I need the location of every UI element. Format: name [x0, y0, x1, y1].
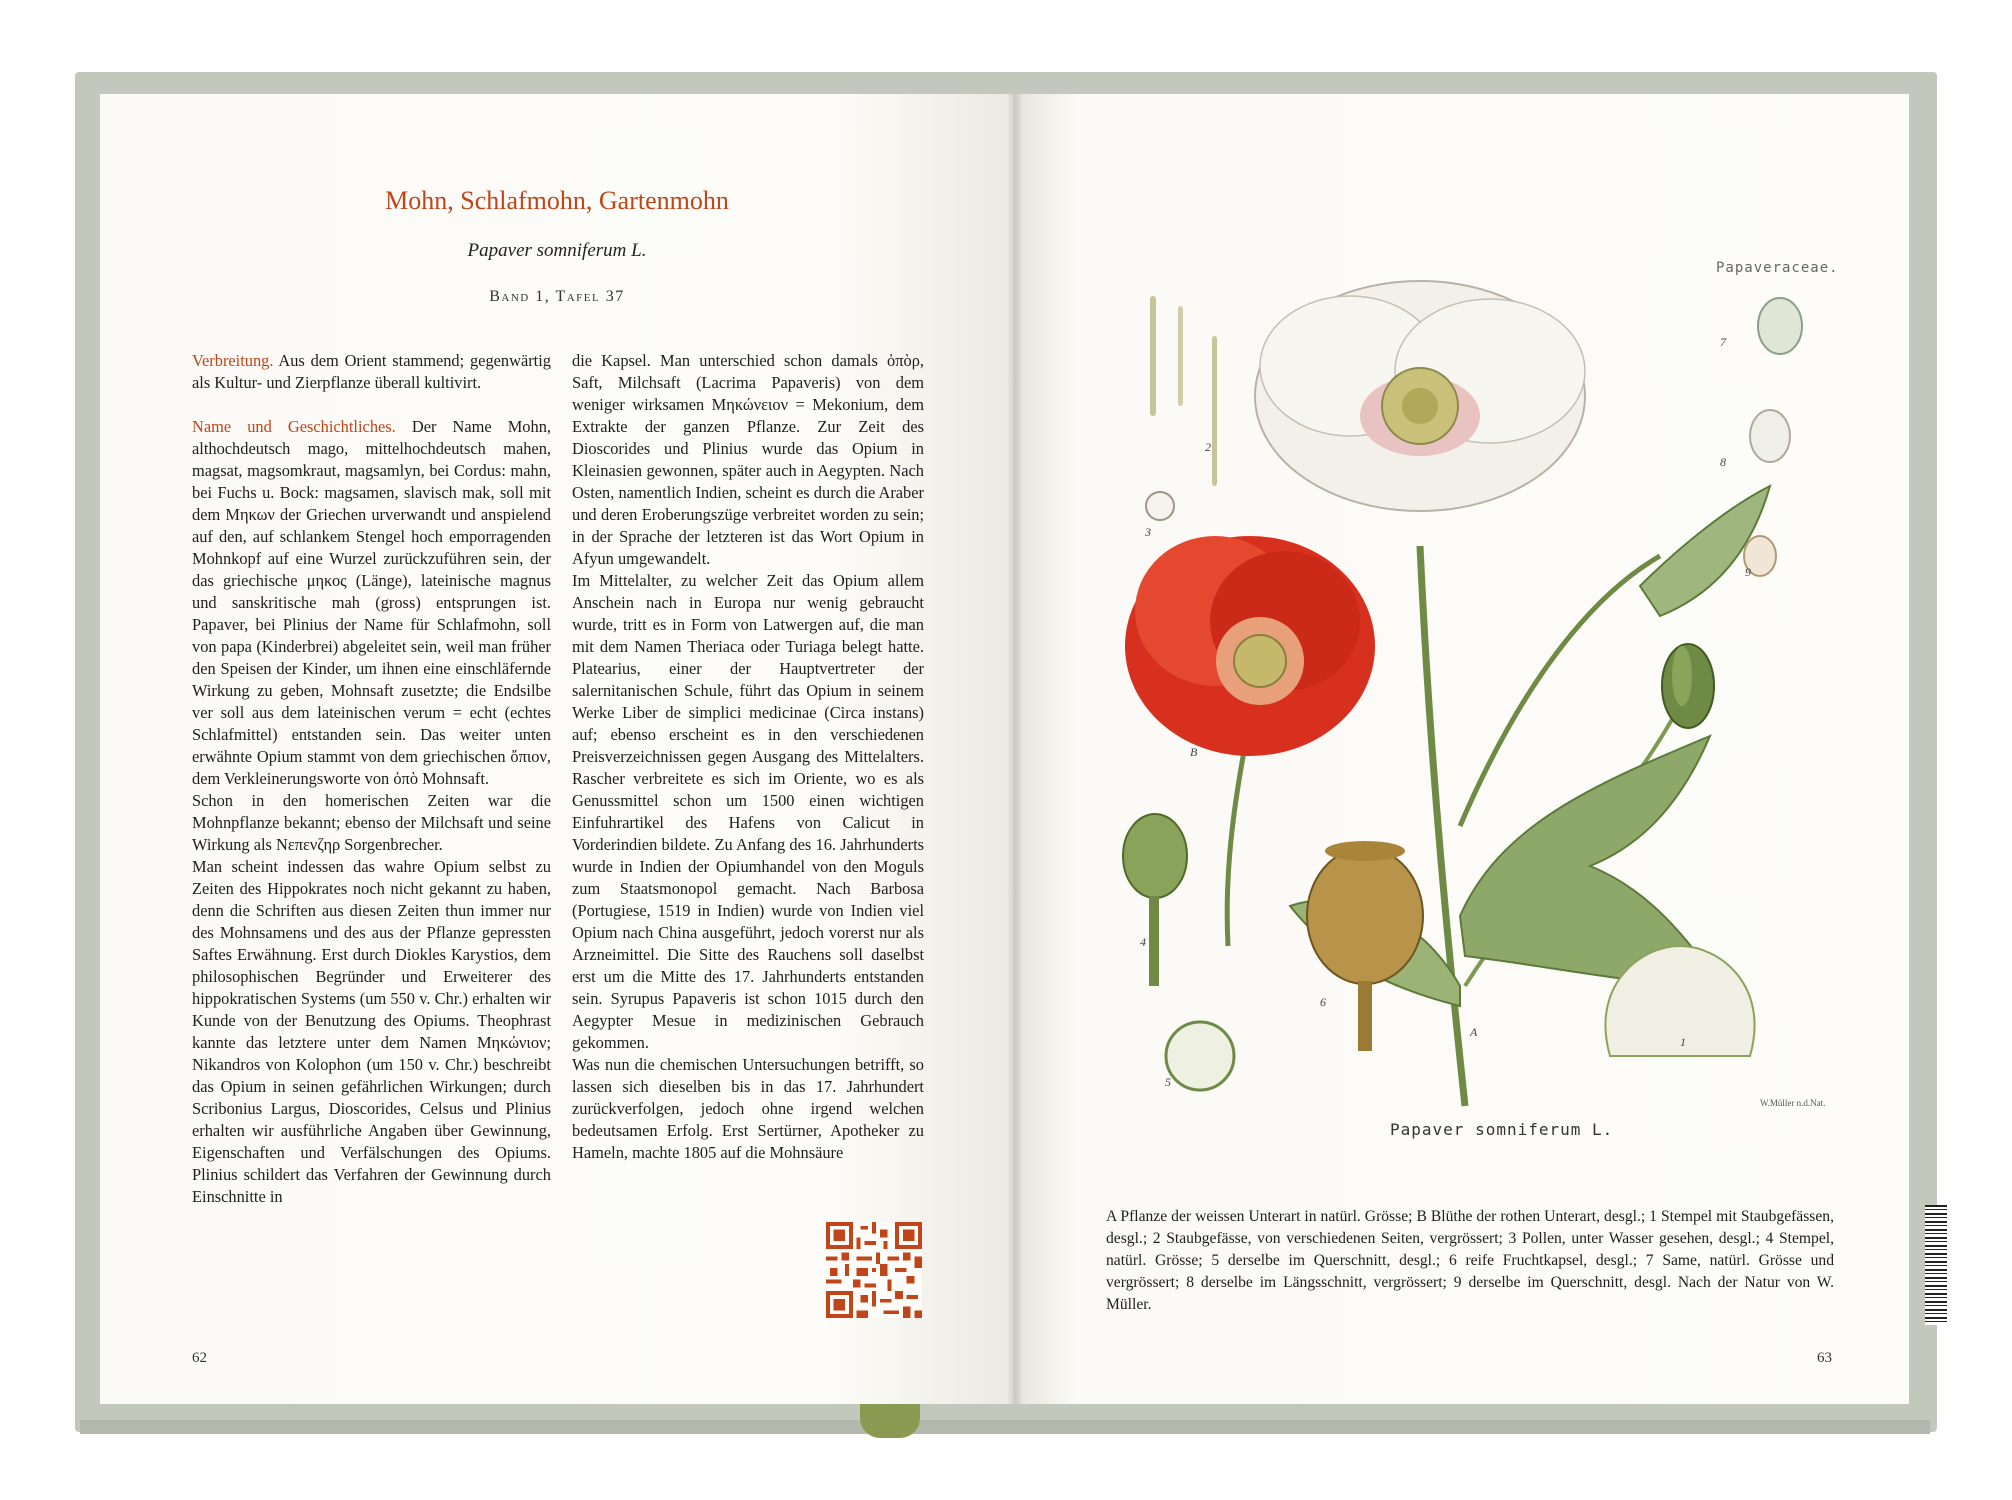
plant-family-label: Papaveraceae. [1716, 260, 1839, 276]
cover-edge [80, 1420, 1930, 1434]
poppy-bud [1662, 644, 1714, 728]
botanical-illustration [1120, 266, 1840, 1126]
paragraph [192, 350, 551, 394]
red-poppy-flower [1125, 536, 1375, 756]
stem-red-flower [1227, 746, 1245, 946]
paragraph-text: Im Mittelalter, zu welcher Zeit das Opium allem Anschein nach in Europa nur wenig gebraucht wurde, tritt es in Form von Latwergen auf, die man mit dem Namen Theriaca oder Turiaga belegt hatte. Platearius, einer der Hauptvertreter der salernitanischen Schule, führt das Opium in seinem Werke Liber de simplici medicinae (Circa instans) auf; ebenso erscheint es in den verschiedenen Preisverzeichnissen gegen Ausgang des Mittelalters. Rascher verbreitete es sich im Oriente, wo es als Genussmittel schon um 1500 einen wichtigen Einfuhrartikel des Hafens von Calicut in Vorderindien bildete. Zu Anfang des 16. Jahrhunderts wurde in Indien der Opiumhandel von den Moguls zum Staatsmonopol gemacht. Nach Barbosa (Portugiese, 1519 in Indien) wurde von Indien viel Opium nach China ausgeführt, jedoch vorerst nur als Arzneimittel. Die Sitte des Rauchens soll daselbst erst um die Mitte des 17. Jahrhunderts entstanden sein. Syrupus Papaveris ist schon 1015 durch den Aegypter Mesue in medizinischen Gebrauch gekommen. [572, 571, 924, 1052]
green-capsule [1123, 814, 1187, 986]
paragraph-text: Was nun die chemischen Untersuchungen betrifft, so lassen sich dieselben bis in das 17. Jahrhundert zurückverfolgen, jedoch ohne irgend welchen bedeutsamen Erfolg. Erst Sertürner, Apotheker zu Hameln, machte 1805 auf die Mohnsäure [572, 1055, 924, 1162]
section-heading: Name und Geschichtliches. [192, 417, 396, 436]
stamen [1212, 336, 1217, 486]
plate-label: 4 [1140, 935, 1146, 949]
capsule-cross-section [1166, 1022, 1234, 1090]
qr-code-icon[interactable] [826, 1222, 922, 1318]
paragraph-text: Man scheint indessen das wahre Opium selbst zu Zeiten des Hippokrates noch nicht gekannt zu haben, denn die Schriften aus diesen Zeiten thun immer nur des Mohnsamens und des aus der Pflanze gepressten Saftes Erwähnung. Erst durch Diokles Karystios, dem philosophischen Begründer und Erweiterer des hippokratischen Systems (um 550 v. Chr.) erhalten wir Kunde von der Benutzung des Opiums. Theophrast kannte das letztere unter dem Namen Μηκώνιον; Nikandros von Kolophon (um 150 v. Chr.) beschreibt das Opium in seinen gefährlichen Wirkungen; durch Scribonius Largus, Dioscorides, Celsus und Plinius erhalten wir ausführliche Angaben über Gewinnung, Eigenschaften und Verfälschungen des Opiums. Plinius schildert das Verfahren der Gewinnung durch Einschnitte in [192, 857, 551, 1206]
stem-main [1420, 546, 1465, 1106]
plate-caption: Papaver somniferum L. [1390, 1120, 1614, 1139]
paragraph [572, 1054, 924, 1164]
cover-stem-decoration [860, 1404, 920, 1438]
page-title: Mohn, Schlafmohn, Gartenmohn [385, 186, 729, 215]
seed [1758, 298, 1802, 354]
plate-label: 5 [1165, 1075, 1171, 1089]
band-reference: Band 1, Tafel 37 [489, 288, 625, 305]
stamen [1150, 296, 1156, 416]
plate-label: 7 [1720, 335, 1726, 349]
plate-label: 2 [1205, 440, 1211, 454]
plate-label: 6 [1320, 995, 1326, 1009]
page-number-right: 63 [1817, 1350, 1832, 1366]
paragraph-text: Schon in den homerischen Zeiten war die Mohnpflanze bekannt; ebenso der Milchsaft und seine Wirkung als Νεπενζηρ Sorgenbrecher. [192, 791, 551, 854]
stamen [1178, 306, 1183, 406]
paragraph [192, 856, 551, 1208]
white-poppy-flower [1255, 281, 1585, 511]
plate-legend: A Pflanze der weissen Unterart in natürl. Grösse; B Blüthe der rothen Unterart, desgl.; 1 Stempel mit Staubgefässen, desgl.; 2 Staubgefässe, von verschiedenen Seiten, vergrössert; 3 Pollen, unter Wasser gesehen, desgl.; 4 Stempel, natürl. Grösse; 5 derselbe im Querschnitt, desgl.; 6 reife Fruchtkapsel, desgl.; 7 Same, natürl. Grösse und vergrössert; 8 derselbe im Längsschnitt, vergrössert; 9 derselbe im Querschnitt, desgl. Nach der Natur von W. Müller. [1106, 1208, 1834, 1313]
paragraph [572, 350, 924, 570]
page-number-left: 62 [192, 1350, 207, 1366]
page-subtitle: Papaver somniferum L. [467, 240, 647, 261]
paragraph-text: Aus dem Orient stammend; gegenwärtig als Kultur- und Zierpflanze überall kultivirt. [192, 351, 551, 392]
paragraph [192, 416, 551, 790]
plate-label: 1 [1680, 1035, 1686, 1049]
section-heading: Verbreitung. [192, 351, 274, 370]
paragraph-text: die Kapsel. Man unterschied schon damals ὀπὸρ, Saft, Milchsaft (Lacrima Papaveris) von dem weniger wirksamen Μηκώνειον = Mekonium, dem Extrakte der ganzen Pflanze. Zur Zeit des Dioscorides und Plinius wurde das Opium in Kleinasien gewonnen, später auch in Aegypten. Nach Osten, namentlich Indien, scheint es durch die Araber und deren Eroberungszüge verbreitet worden zu sein; in der Sprache der letzteren ist das Wort Opium in Afyun umgewandelt. [572, 351, 924, 568]
plate-label: 3 [1145, 525, 1151, 539]
text-column-1 [192, 350, 551, 1208]
artist-credit: W.Müller n.d.Nat. [1760, 1098, 1826, 1108]
plate-label: 9 [1745, 565, 1751, 579]
paragraph-text: Der Name Mohn, althochdeutsch mago, mittelhochdeutsch mahen, magsat, magsomkraut, magsamlyn, bei Cordus: mahn, bei Fuchs u. Bock: magsamen, slavisch mak, soll mit dem Μηκων der Griechen urverwandt und anspielend auf den, auf schlankem Stengel hoch emporragenden Mohnkopf auf eine Wurzel zurückzuführen sein, der das griechische μηκος (Länge), lateinische magnus und sanskritische mah (gross) entsprungen ist. Papaver, bei Plinius der Name für Schlafmohn, soll von papa (Kinderbrei) abgeleitet sein, weil man früher den Speisen der Kinder, um ihnen eine einschläfernde Wirkung zu geben, Mohnsaft zusetzte; die Endsilbe ver soll aus dem lateinischen verum = echt (echtes Schlafmittel) entstanden sein. Das weiter unten erwähnte Opium stammt von dem griechischen ὄπιον, dem Verkleinerungsworte von ὀπὸ Mohnsaft. [192, 417, 551, 788]
text-column-2 [572, 350, 924, 1164]
pollen [1146, 492, 1174, 520]
plate-label: A [1470, 1025, 1478, 1039]
paragraph [572, 570, 924, 1054]
paragraph [192, 790, 551, 856]
plate-label: 8 [1720, 455, 1726, 469]
ripe-capsule [1307, 841, 1423, 1051]
barcode-icon [1925, 1205, 1947, 1325]
plate-label: B [1190, 745, 1198, 759]
seed [1750, 410, 1790, 462]
